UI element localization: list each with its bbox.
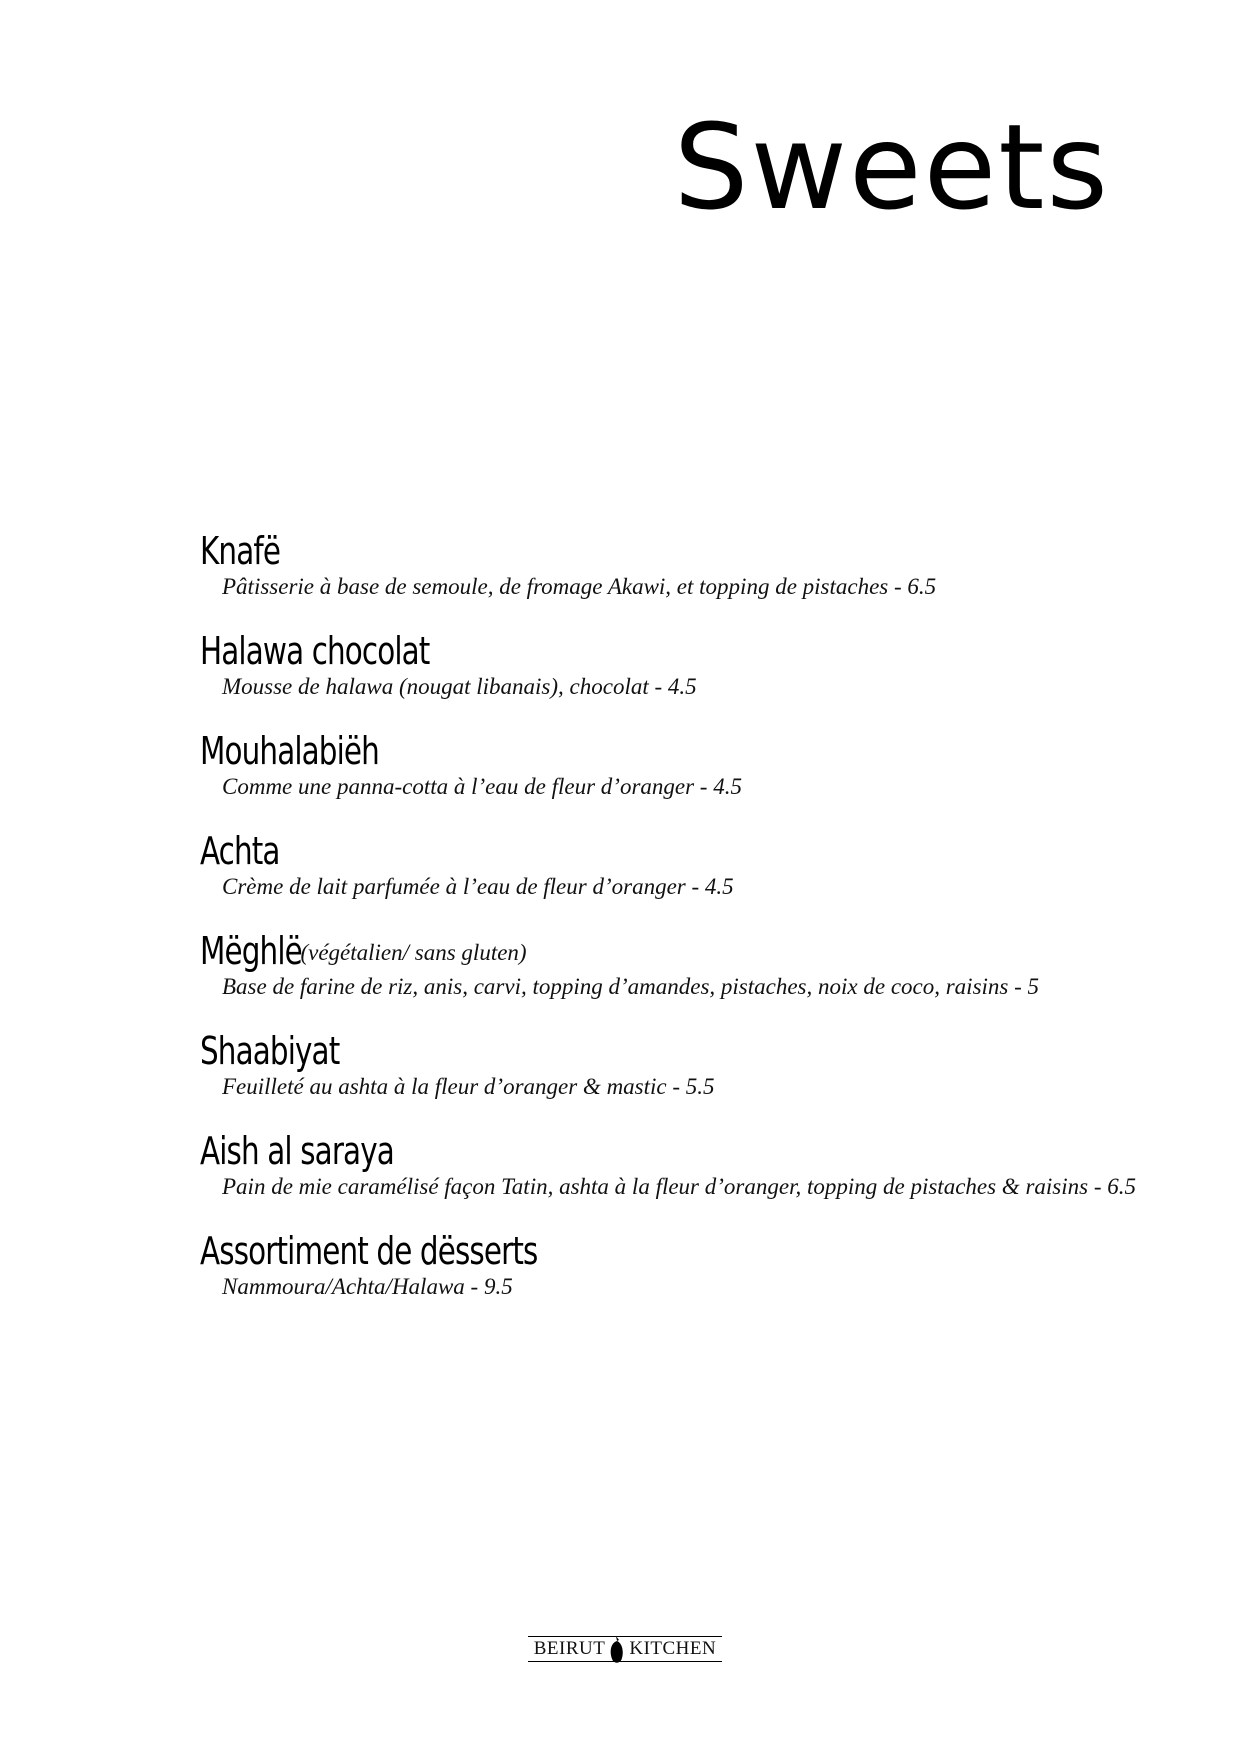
item-dietary-note: (végétalien/ sans gluten) bbox=[300, 940, 527, 965]
logo-word-left: BEIRUT bbox=[533, 1638, 606, 1659]
page-title: Sweets bbox=[673, 98, 1110, 236]
item-description: Pain de mie caramélisé façon Tatin, ashta à la fleur d’oranger, topping de pistaches & raisins - 6.5 bbox=[222, 1174, 1136, 1199]
menu-item-achta bbox=[200, 818, 1200, 918]
item-name-row bbox=[200, 718, 1200, 773]
item-description: Nammoura/Achta/Halawa - 9.5 bbox=[222, 1274, 513, 1299]
item-description: Comme une panna-cotta à l’eau de fleur d’oranger - 4.5 bbox=[222, 774, 742, 799]
logo-top-rule bbox=[528, 1636, 722, 1637]
eggplant-icon bbox=[607, 1634, 627, 1664]
item-description: Pâtisserie à base de semoule, de fromage Akawi, et topping de pistaches - 6.5 bbox=[222, 574, 937, 599]
item-name: Knafë bbox=[200, 529, 281, 573]
item-name-row bbox=[200, 1018, 1200, 1073]
menu-item-shaabiyat bbox=[200, 1018, 1200, 1118]
item-name: Achta bbox=[200, 829, 280, 873]
item-name: Shaabiyat bbox=[200, 1029, 340, 1073]
item-description: Crème de lait parfumée à l’eau de fleur d’oranger - 4.5 bbox=[222, 874, 734, 899]
item-description: Feuilleté au ashta à la fleur d’oranger & mastic - 5.5 bbox=[222, 1074, 715, 1099]
item-name-row bbox=[200, 618, 1200, 673]
item-name: Halawa chocolat bbox=[200, 629, 430, 673]
item-name-row bbox=[200, 918, 1200, 973]
menu-item-meghle bbox=[200, 918, 1200, 1018]
beirut-kitchen-logo bbox=[528, 1632, 722, 1666]
logo-word-right: KITCHEN bbox=[629, 1638, 717, 1659]
item-name-row bbox=[200, 518, 1200, 573]
menu-item-knafe bbox=[200, 518, 1200, 618]
menu-item-assortiment bbox=[200, 1218, 1200, 1318]
item-name: Aish al saraya bbox=[200, 1129, 394, 1173]
item-name-row bbox=[200, 1118, 1200, 1173]
item-name: Mëghlë bbox=[200, 929, 302, 973]
dessert-menu bbox=[200, 518, 1200, 1318]
item-name: Assortiment de dësserts bbox=[200, 1229, 538, 1273]
menu-item-aish-al-saraya bbox=[200, 1118, 1200, 1218]
logo-bottom-rule bbox=[528, 1661, 722, 1662]
menu-item-halawa-chocolat bbox=[200, 618, 1200, 718]
item-description: Base de farine de riz, anis, carvi, topping d’amandes, pistaches, noix de coco, raisins - 5 bbox=[222, 974, 1040, 999]
menu-item-mouhalabieh bbox=[200, 718, 1200, 818]
item-name: Mouhalabiëh bbox=[200, 729, 379, 773]
item-name-row bbox=[200, 818, 1200, 873]
item-name-row bbox=[200, 1218, 1200, 1273]
item-description: Mousse de halawa (nougat libanais), chocolat - 4.5 bbox=[222, 674, 697, 699]
